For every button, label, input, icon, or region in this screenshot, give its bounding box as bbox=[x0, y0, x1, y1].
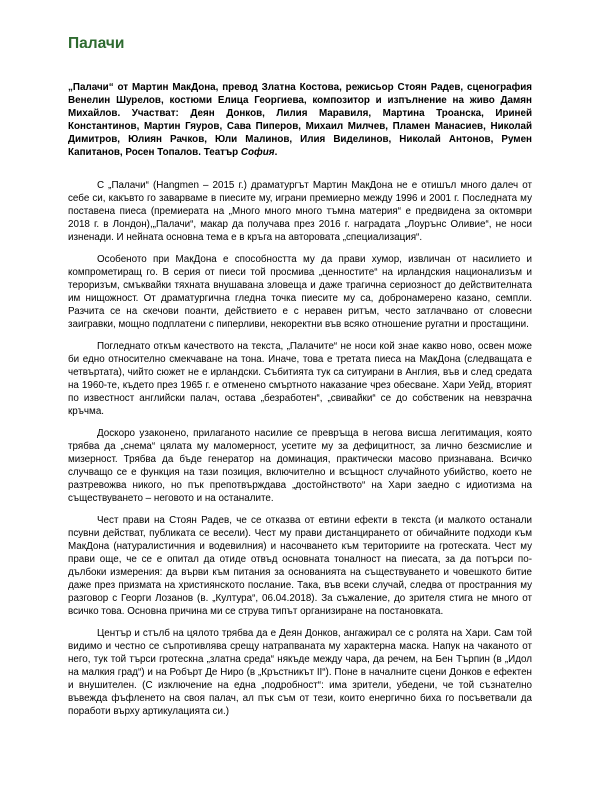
credits-text: „Палачи“ от Мартин МакДона, превод Златна Костова, режисьор Стоян Радев, сценография Венелин Шурелов, костюми Елица Георгиева, композитор и изпълнение на живо Дамян Михайлов. Участват: Деян Донков, Лилия Маравиля, Мартина Троанска, Ириней Константинов, Мартин Гяуров, Сава Пиперов, Михаил Милчев, Пламен Манасиев, Николай Димитров, Юлиян Рачков, Юли Малинов, Илия Виделинов, Николай Антонов, Румен Капитанов, Росен Топалов. Театър bbox=[68, 82, 532, 158]
body-paragraph: Доскоро узаконено, прилаганото насилие се превръща в негова висша легитимация, която трябва да „снема“ цялата му маломерност, усетите му за дефицитност, за лично безсмислие и мизерност. Трябва да бъде генератор на доминация, практически масово признавана. Всичко случващо се е функция на тази позиция, включително и всъщност случайното убийство, което не разтревожва никого, но пък препотвърждава „достойнството“ на Хари заедно с идиотизма на съществуването – неговото и на останалите. bbox=[68, 428, 532, 504]
production-credits bbox=[68, 81, 532, 159]
body-paragraph: Погледнато откъм качеството на текста, „Палачите“ не носи кой знае какво ново, освен може би едно относително смекчаване на тона. Иначе, това е третата пиеса на МакДона (следващата е четвъртата), чийто сюжет не е ирландски. Събитията тук са ситуирани в Англия, във и след средата на 1960-те, където през 1965 г. е отменено смъртното наказание чрез обесване. Хари Уейд, вторият по известност английски палач, остава „безработен“, „свивайки“ се до собственик на невзрачна кръчма. bbox=[68, 341, 532, 417]
credits-theatre-name: София bbox=[240, 147, 275, 158]
credits-end: . bbox=[274, 147, 278, 158]
body-paragraph: С „Палачи“ (Hangmen – 2015 г.) драматургът Мартин МакДона не е отишъл много далеч от себе си, какъвто го заварваме в пиесите му, играни премиерно между 1996 и 2001 г. Последната му поставена пиеса (премиерата на „Много много много тъмна материя“ е предвидена за октомври 2018 г. в Лондон),„Палачи“, макар да получава през 2016 г. наградата „Лоурънс Оливие“, не носи изненади. И нейната основна тема е в кръга на авторовата „специализация“. bbox=[68, 180, 532, 243]
body-paragraph: Особеното при МакДона е способността му да прави хумор, извличан от насилието и компрометиращ го. В серия от пиеси той просмива „ценностите“ на ирландския национализъм и тероризъм, смъквайки тяхната внушавана зловеща и даже трагична сериозност до действителната им нищожност. От драматургична гледна точка пиесите му са, добронамерено казано, семпли. Разчита се на скечови поанти, действието е с неравен ритъм, често затлачвано от словесни заигравки, мощно подплатени с пиперливи, некоректни във всяко отношение ругатни и простащини. bbox=[68, 254, 532, 330]
body-paragraph: Чест прави на Стоян Радев, че се отказва от евтини ефекти в текста (и малкото останали псувни действат, публиката се весели). Чест му прави дистанцирането от обичайните подходи към МакДона (натуралистичния и водевилния) и насочването към териториите на гротеската. Чест му прави още, че се е опитал да отиде отвъд основната тоналност на пиесата, за да потърси по-дълбоки измерения: да върви към питания за основанията на съществуването и човешкото битие даже през призмата на християнското послание. Така, във всеки случай, следва от пространния му разговор с Георги Лозанов (в. „Култура“, 06.04.2018). За съжаление, до зрителя стига не много от всичко това. Основна причина ми се струва типът организиране на постановката. bbox=[68, 515, 532, 617]
body-paragraph: Център и стълб на цялото трябва да е Деян Донков, ангажирал се с ролята на Хари. Сам той видимо и честно се съпротивлява срещу натрапваната му характерна маска. Напук на чаканото от него, тук той търси гротескна „златна среда“ някъде между чара, да речем, на Бен Търпин (в „Идол на малкия град“) и на Робърт Де Ниро (в „Кръстникът II“). Поне в началните сцени Донков е ефектен и внушителен. (С изключение на една „подробност“: има зрители, убедени, че той съзнателно въвежда фъфленето на своя палач, ал пък съм от тези, които енергично биха го посъветвали да поработи върху артикулацията си.) bbox=[68, 628, 532, 717]
article-title: Палачи bbox=[68, 35, 125, 52]
article bbox=[68, 34, 532, 727]
